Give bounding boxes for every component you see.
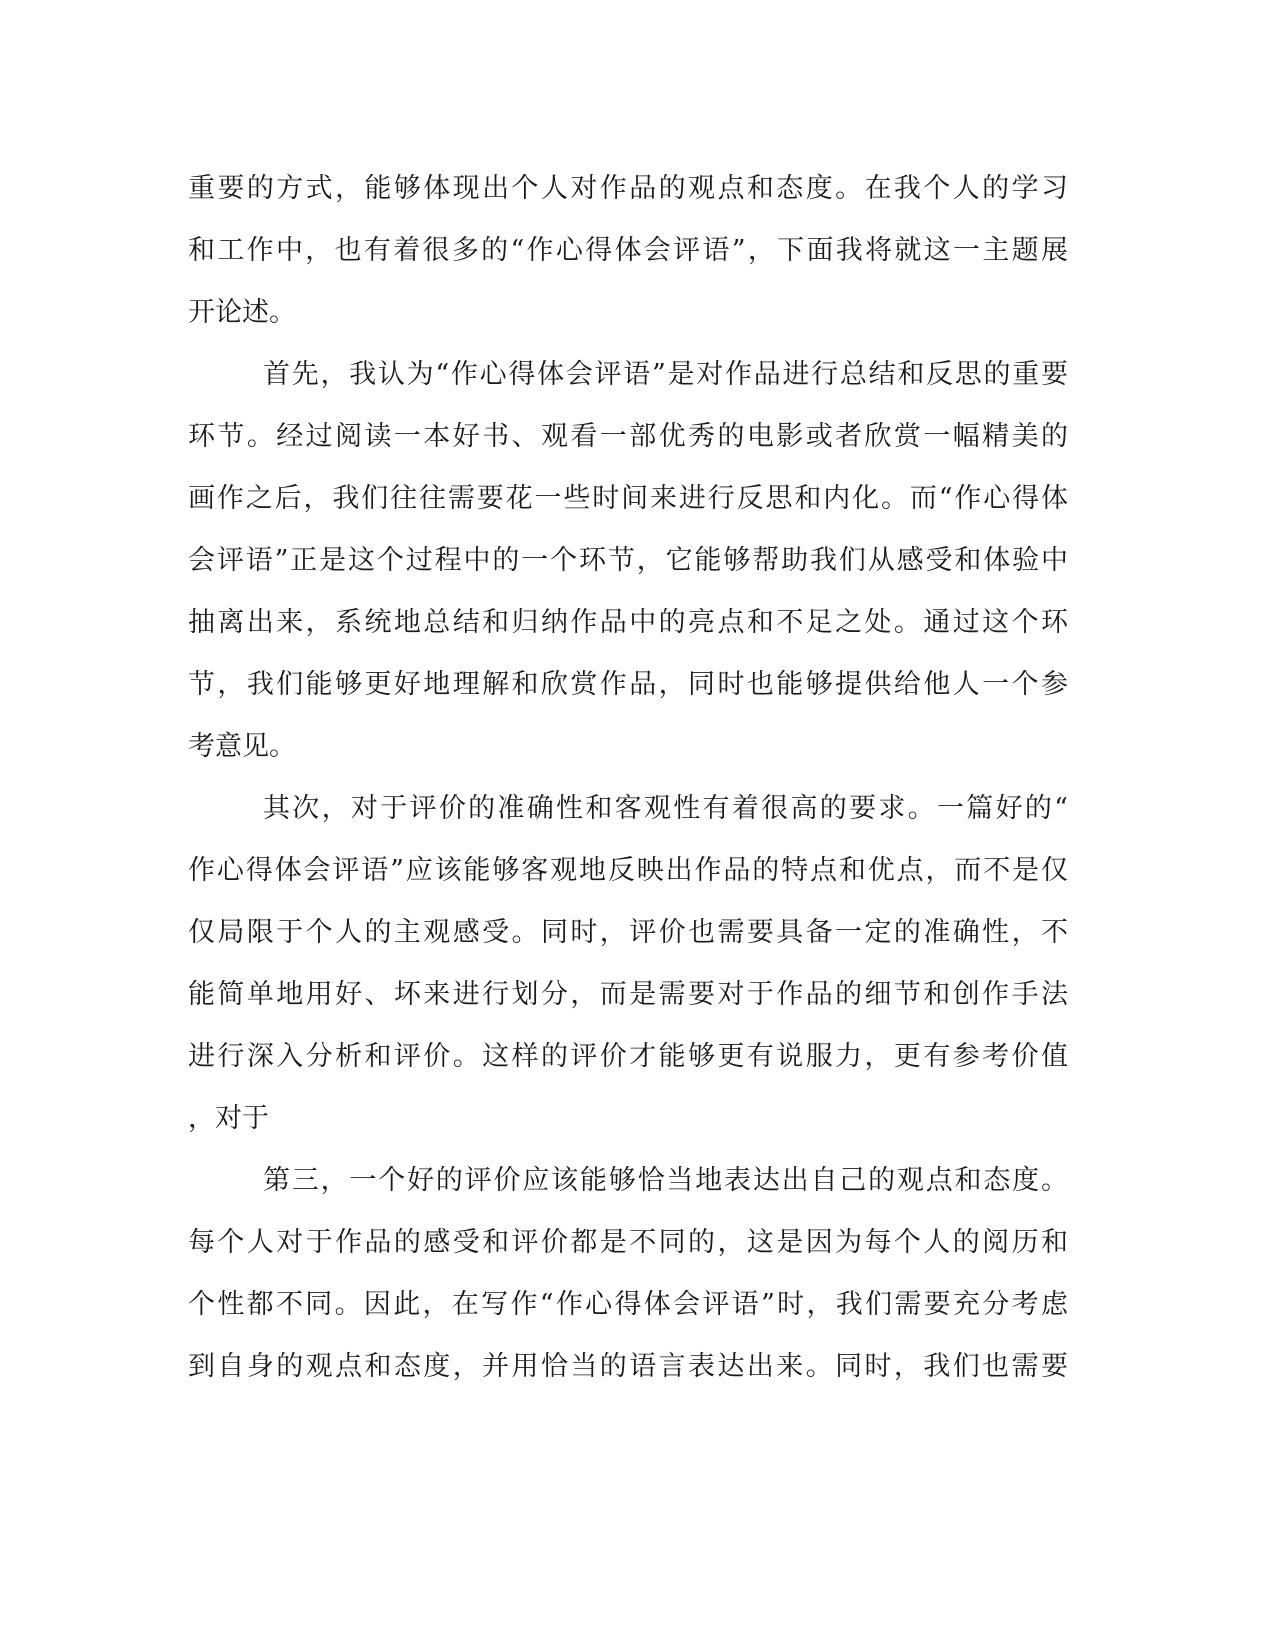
text-line: 进行深入分析和评价。这样的评价才能够更有说服力，更有参考价值: [188, 1041, 1068, 1072]
text-line: 重要的方式，能够体现出个人对作品的观点和态度。在我个人的学习: [188, 173, 1068, 204]
text-line: 开论述。: [188, 297, 296, 328]
text-line: 和工作中，也有着很多的“作心得体会评语”，下面我将就这一主题展: [188, 235, 1068, 266]
text-line: 每个人对于作品的感受和评价都是不同的，这是因为每个人的阅历和: [188, 1227, 1068, 1258]
text-line: 节，我们能够更好地理解和欣赏作品，同时也能够提供给他人一个参: [188, 669, 1068, 700]
text-line: ，对于: [188, 1103, 269, 1134]
text-line: 会评语”正是这个过程中的一个环节，它能够帮助我们从感受和体验中: [188, 545, 1068, 576]
text-line: 首先，我认为“作心得体会评语”是对作品进行总结和反思的重要: [263, 359, 1068, 390]
text-line: 作心得体会评语”应该能够客观地反映出作品的特点和优点，而不是仅: [188, 855, 1068, 886]
text-line: 画作之后，我们往往需要花一些时间来进行反思和内化。而“作心得体: [188, 483, 1068, 514]
text-line: 到自身的观点和态度，并用恰当的语言表达出来。同时，我们也需要: [188, 1351, 1068, 1382]
text-line: 个性都不同。因此，在写作“作心得体会评语”时，我们需要充分考虑: [188, 1289, 1068, 1320]
text-line: 环节。经过阅读一本好书、观看一部优秀的电影或者欣赏一幅精美的: [188, 421, 1068, 452]
text-line: 仅局限于个人的主观感受。同时，评价也需要具备一定的准确性，不: [188, 917, 1068, 948]
text-line: 其次，对于评价的准确性和客观性有着很高的要求。一篇好的“: [263, 793, 1068, 824]
document-body: [188, 158, 1068, 1398]
text-line: 能简单地用好、坏来进行划分，而是需要对于作品的细节和创作手法: [188, 979, 1068, 1010]
text-line: 考意见。: [188, 731, 296, 762]
text-line: 抽离出来，系统地总结和归纳作品中的亮点和不足之处。通过这个环: [188, 607, 1068, 638]
text-line: 第三，一个好的评价应该能够恰当地表达出自己的观点和态度。: [263, 1165, 1068, 1196]
